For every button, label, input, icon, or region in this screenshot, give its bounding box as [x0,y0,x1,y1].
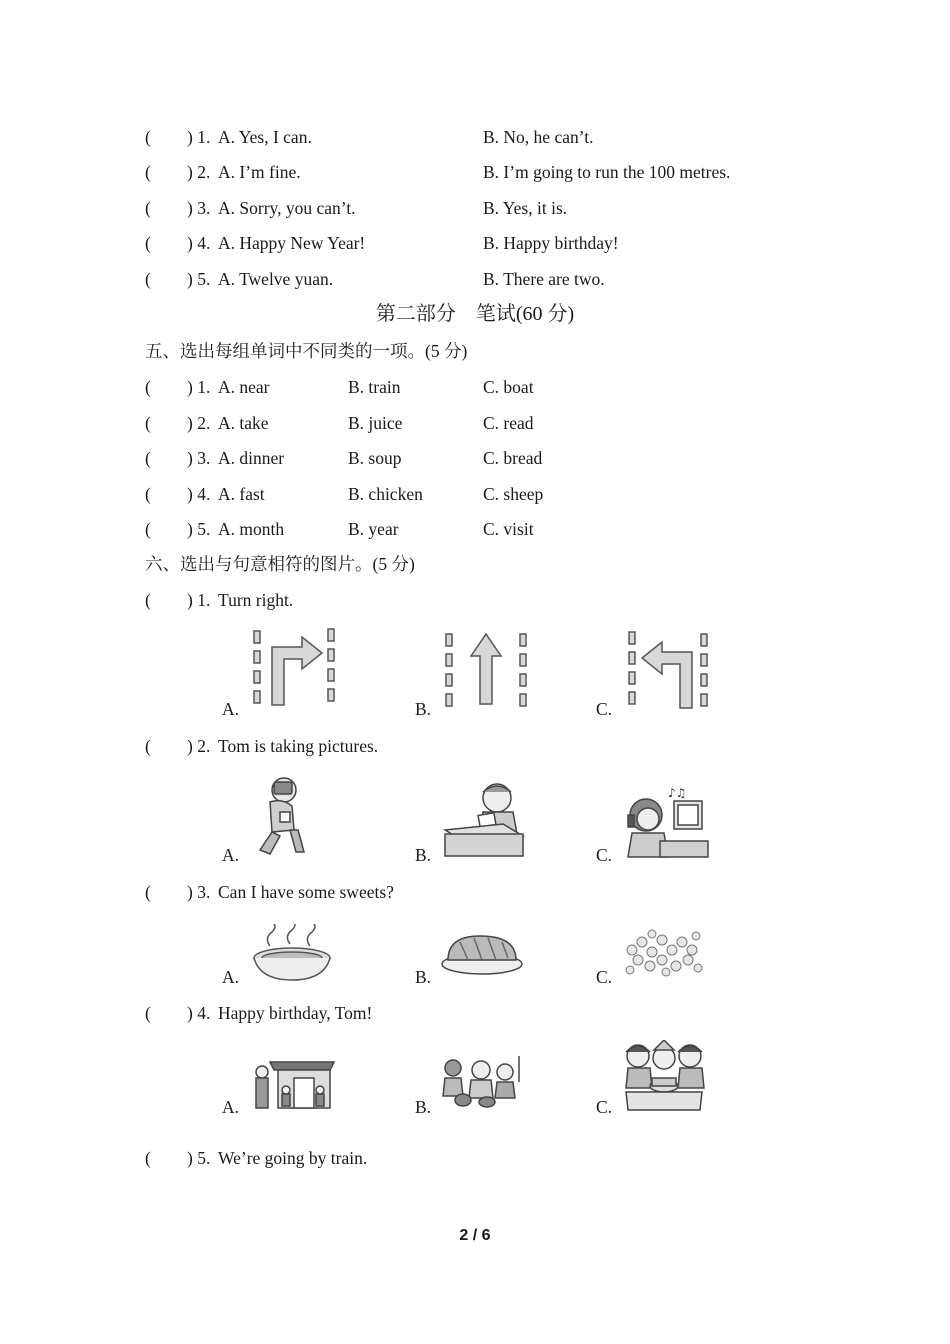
answer-paren[interactable]: ( [145,448,151,468]
option-c: C. visit [483,519,534,539]
option-a: A. Yes, I can. [218,127,312,147]
answer-paren[interactable]: ( [145,233,151,253]
option-a: A. dinner [218,448,285,468]
option-a: A. take [218,413,269,433]
answer-paren[interactable]: ( [145,519,151,539]
option-letter-a: A. [222,967,240,987]
option-b: B. train [348,377,401,397]
option-a: A. I’m fine. [218,162,301,182]
svg-text:♪♫: ♪♫ [668,786,687,800]
option-letter-a: A. [222,845,240,865]
option-a: A. month [218,519,285,539]
answer-paren[interactable]: ( [145,1003,151,1023]
item-number: ) 4. [187,233,211,253]
option-letter-c: C. [596,845,613,865]
sweets-pile-picture[interactable] [622,928,706,980]
option-b: B. I’m going to run the 100 metres. [483,162,731,182]
option-c: C. boat [483,377,534,397]
question-text: Turn right. [218,590,294,610]
hot-soup-bowl-picture[interactable] [250,924,336,982]
option-letter-a: A. [222,699,240,719]
option-a: A. fast [218,484,265,504]
birthday-party-picture[interactable] [622,1040,706,1112]
girl-at-computer-music-picture[interactable] [624,785,710,859]
option-letter-b: B. [415,699,432,719]
option-c: C. read [483,413,534,433]
item-number: ) 3. [187,882,211,902]
answer-paren[interactable]: ( [145,413,151,433]
option-b: B. Happy birthday! [483,233,619,253]
option-a: A. Happy New Year! [218,233,366,253]
answer-paren[interactable]: ( [145,269,151,289]
item-number: ) 5. [187,1148,211,1168]
option-letter-b: B. [415,845,432,865]
boy-reading-at-desk-picture[interactable] [443,778,527,858]
section-title: 五、选出每组单词中不同类的一项。(5 分) [145,341,468,361]
option-b: B. No, he can’t. [483,127,594,147]
go-straight-picture[interactable] [443,630,531,710]
item-number: ) 1. [187,590,211,610]
answer-paren[interactable]: ( [145,736,151,756]
option-a: A. near [218,377,270,397]
option-c: C. sheep [483,484,544,504]
option-letter-c: C. [596,967,613,987]
item-number: ) 2. [187,736,211,756]
answer-paren[interactable]: ( [145,198,151,218]
option-a: A. Sorry, you can’t. [218,198,356,218]
option-b: B. There are two. [483,269,605,289]
option-b: B. Yes, it is. [483,198,568,218]
answer-paren[interactable]: ( [145,484,151,504]
answer-paren[interactable]: ( [145,882,151,902]
answer-paren[interactable]: ( [145,1148,151,1168]
question-text: Happy birthday, Tom! [218,1003,373,1023]
option-letter-a: A. [222,1097,240,1117]
option-b: B. year [348,519,399,539]
question-text: We’re going by train. [218,1148,368,1168]
option-b: B. juice [348,413,403,433]
item-number: ) 2. [187,413,211,433]
question-text: Tom is taking pictures. [218,736,379,756]
item-number: ) 5. [187,269,211,289]
option-c: C. bread [483,448,543,468]
new-year-greeting-picture[interactable] [250,1054,336,1112]
page-number: 2 / 6 [459,1227,491,1244]
option-letter-c: C. [596,1097,613,1117]
answer-paren[interactable]: ( [145,162,151,182]
section-title: 六、选出与句意相符的图片。(5 分) [145,554,415,574]
turn-right-picture[interactable] [250,627,340,709]
answer-paren[interactable]: ( [145,377,151,397]
kid-taking-pictures-picture[interactable] [250,772,310,858]
option-a: A. Twelve yuan. [218,269,334,289]
item-number: ) 2. [187,162,211,182]
item-number: ) 1. [187,127,211,147]
turn-left-picture[interactable] [626,630,714,712]
item-number: ) 1. [187,377,211,397]
item-number: ) 4. [187,484,211,504]
option-b: B. soup [348,448,402,468]
option-letter-c: C. [596,699,613,719]
item-number: ) 4. [187,1003,211,1023]
option-b: B. chicken [348,484,423,504]
bread-loaf-picture[interactable] [440,930,526,978]
answer-paren[interactable]: ( [145,590,151,610]
item-number: ) 3. [187,448,211,468]
item-number: ) 5. [187,519,211,539]
question-text: Can I have some sweets? [218,882,394,902]
part-title: 第二部分 笔试(60 分) [375,303,575,325]
answer-paren[interactable]: ( [145,127,151,147]
item-number: ) 3. [187,198,211,218]
option-letter-b: B. [415,1097,432,1117]
halloween-kids-picture[interactable] [441,1052,527,1108]
option-letter-b: B. [415,967,432,987]
